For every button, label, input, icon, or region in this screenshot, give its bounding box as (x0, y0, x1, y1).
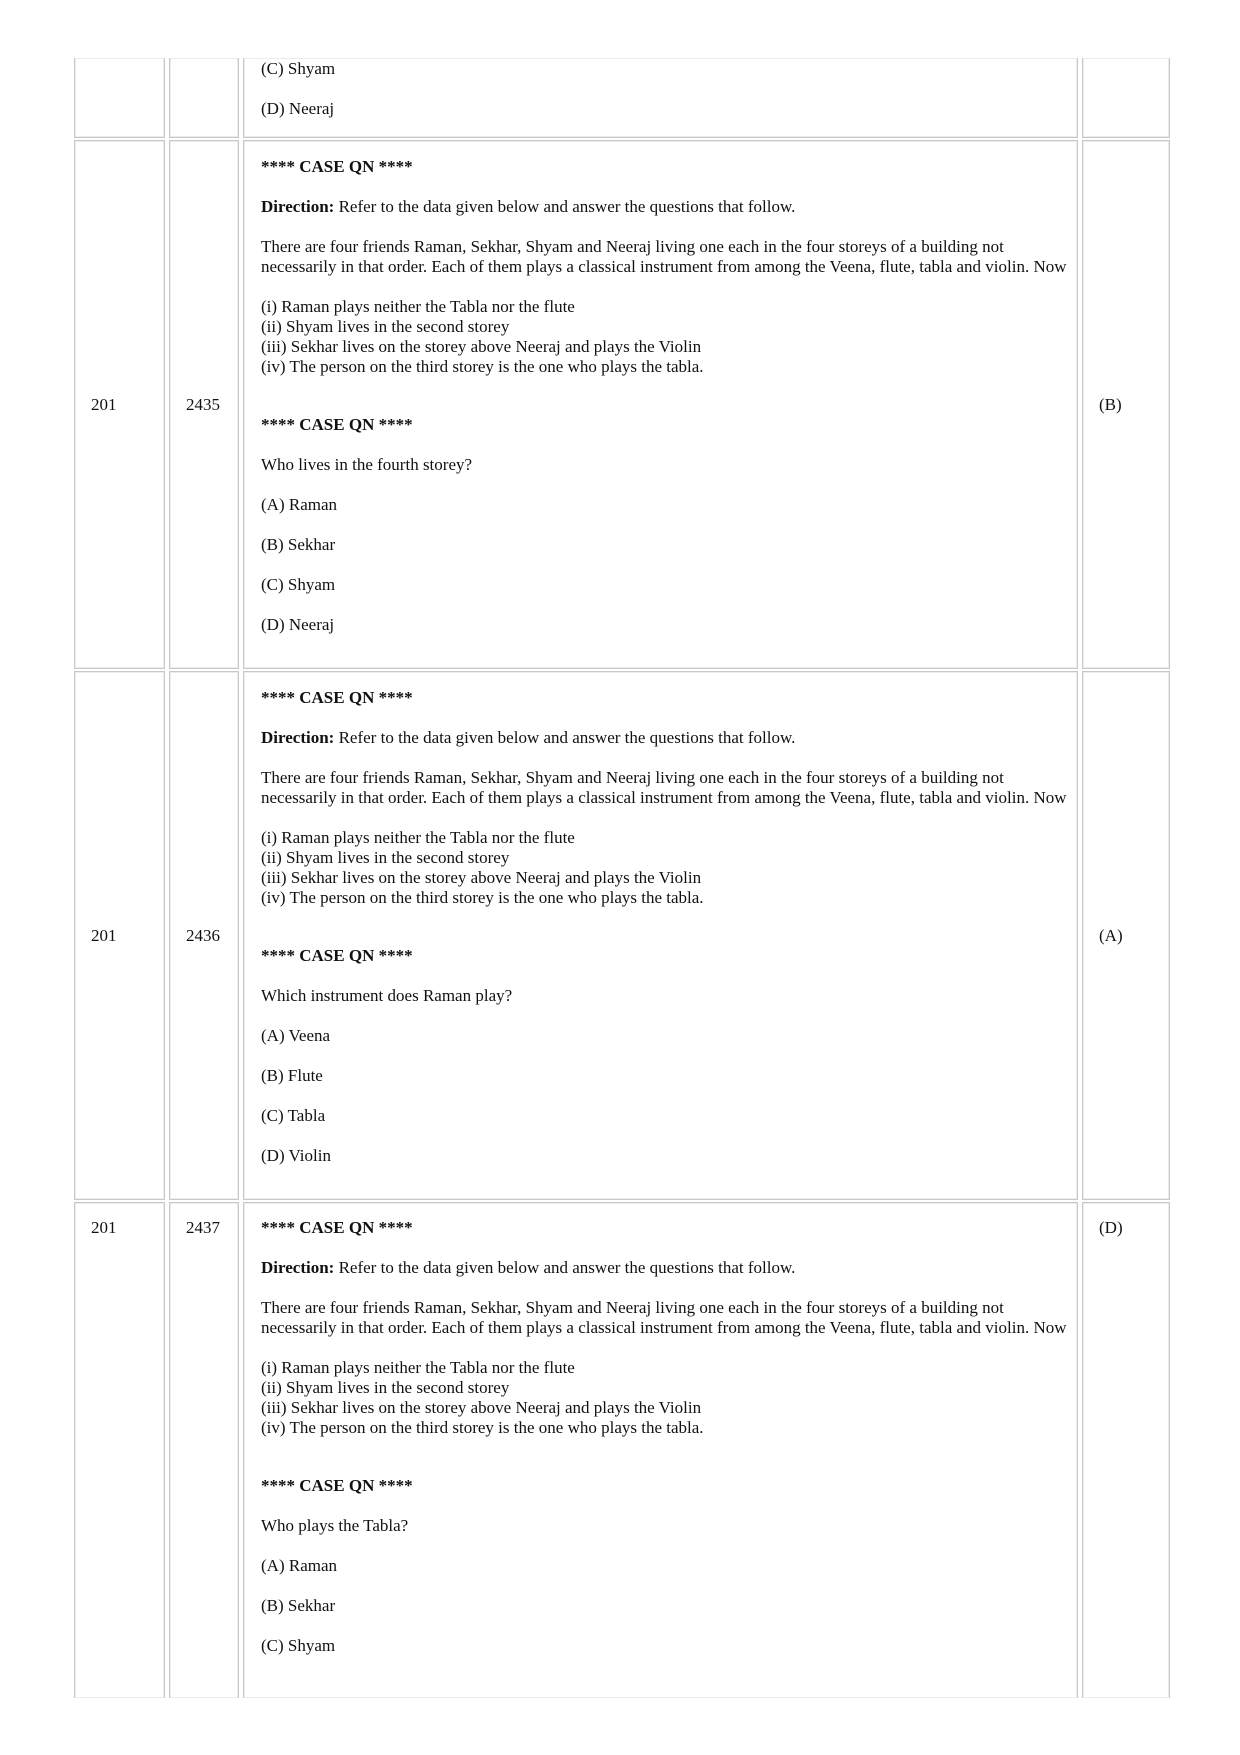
direction (261, 728, 1069, 748)
option: (C) Tabla (261, 1106, 326, 1125)
question-text: Which instrument does Raman play? (261, 986, 513, 1005)
question-text: Who lives in the fourth storey? (261, 455, 473, 474)
rules-list (261, 828, 1069, 908)
direction-text: Refer to the data given below and answer the questions that follow. (338, 197, 796, 216)
answer-cell: (B) (1082, 140, 1170, 669)
answer-cell: (A) (1082, 671, 1170, 1200)
question-number-cell: 2435 (169, 140, 239, 669)
question-number-cell: 2436 (169, 671, 239, 1200)
answer-cell: (D) (1082, 1202, 1170, 1698)
rules-list (261, 297, 1069, 377)
paper-cell: 201 (74, 1202, 165, 1698)
direction-text: Refer to the data given below and answer the questions that follow. (338, 1258, 796, 1277)
option: (A) Veena (261, 1026, 331, 1045)
question-row (74, 1202, 1170, 1698)
case-heading: **** CASE QN **** (261, 1476, 413, 1495)
partial-row (74, 58, 1170, 138)
direction (261, 1258, 1069, 1278)
option: (D) Violin (261, 1146, 331, 1165)
option: (C) Shyam (261, 575, 336, 594)
paper-cell: 201 (74, 140, 165, 669)
case-heading: **** CASE QN **** (261, 1218, 413, 1237)
rule: (iii) Sekhar lives on the storey above Neeraj and plays the Violin (261, 337, 702, 356)
paper-cell (74, 58, 165, 138)
option: (C) Shyam (261, 59, 336, 78)
question-number-cell: 2437 (169, 1202, 239, 1698)
rule: (iv) The person on the third storey is the one who plays the tabla. (261, 1418, 704, 1437)
rule: (i) Raman plays neither the Tabla nor the flute (261, 297, 575, 316)
question-number-cell (169, 58, 239, 138)
paper-cell: 201 (74, 671, 165, 1200)
direction-label: Direction: (261, 728, 335, 747)
option: (D) Neeraj (261, 615, 335, 634)
question-row (74, 671, 1170, 1200)
option: (B) Flute (261, 1066, 323, 1085)
case-heading: **** CASE QN **** (261, 688, 413, 707)
rule: (iii) Sekhar lives on the storey above Neeraj and plays the Violin (261, 1398, 702, 1417)
direction (261, 197, 1069, 217)
question-cell (243, 671, 1078, 1200)
case-heading: **** CASE QN **** (261, 415, 413, 434)
question-cell (243, 140, 1078, 669)
direction-text: Refer to the data given below and answer the questions that follow. (338, 728, 796, 747)
rule: (i) Raman plays neither the Tabla nor the flute (261, 828, 575, 847)
case-heading: **** CASE QN **** (261, 157, 413, 176)
rule: (ii) Shyam lives in the second storey (261, 1378, 510, 1397)
rule: (ii) Shyam lives in the second storey (261, 848, 510, 867)
option: (A) Raman (261, 1556, 338, 1575)
question-cell (243, 1202, 1078, 1698)
case-heading: **** CASE QN **** (261, 946, 413, 965)
rule: (iv) The person on the third storey is the one who plays the tabla. (261, 888, 704, 907)
question-cell (243, 58, 1078, 138)
passage: There are four friends Raman, Sekhar, Shyam and Neeraj living one each in the four storeys of a building not necessarily in that order. Each of them plays a classical instrument from among the Veena, flute, tabla and violin. Now (261, 768, 1067, 807)
option: (A) Raman (261, 495, 338, 514)
rule: (iv) The person on the third storey is the one who plays the tabla. (261, 357, 704, 376)
question-row (74, 140, 1170, 669)
passage: There are four friends Raman, Sekhar, Shyam and Neeraj living one each in the four storeys of a building not necessarily in that order. Each of them plays a classical instrument from among the Veena, flute, tabla and violin. Now (261, 1298, 1067, 1337)
direction-label: Direction: (261, 197, 335, 216)
direction-label: Direction: (261, 1258, 335, 1277)
passage: There are four friends Raman, Sekhar, Shyam and Neeraj living one each in the four storeys of a building not necessarily in that order. Each of them plays a classical instrument from among the Veena, flute, tabla and violin. Now (261, 237, 1067, 276)
rules-list (261, 1358, 1069, 1438)
rule: (i) Raman plays neither the Tabla nor the flute (261, 1358, 575, 1377)
option: (B) Sekhar (261, 535, 336, 554)
rule: (iii) Sekhar lives on the storey above Neeraj and plays the Violin (261, 868, 702, 887)
answer-cell (1082, 58, 1170, 138)
rule: (ii) Shyam lives in the second storey (261, 317, 510, 336)
question-text: Who plays the Tabla? (261, 1516, 409, 1535)
option: (B) Sekhar (261, 1596, 336, 1615)
option: (D) Neeraj (261, 99, 335, 118)
option: (C) Shyam (261, 1636, 336, 1655)
